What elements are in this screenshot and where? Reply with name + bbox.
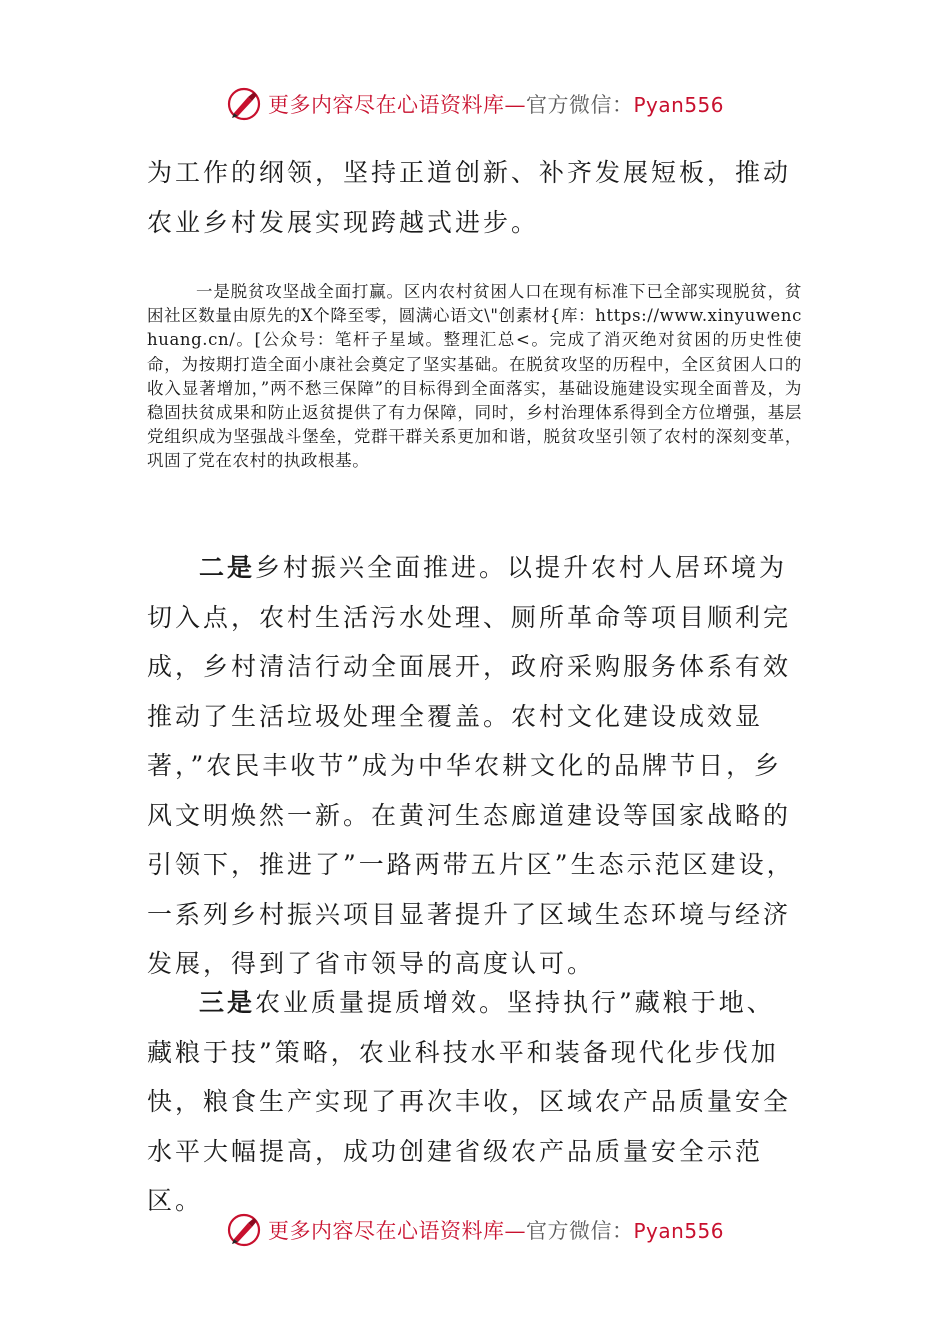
- pen-logo-icon: [226, 1212, 262, 1248]
- paragraph-point-two: [147, 543, 802, 989]
- banner-label: 官方微信：: [525, 93, 634, 117]
- banner-separator: —: [504, 1219, 526, 1243]
- footer-banner: [0, 1206, 950, 1254]
- paragraph-point-three: [147, 978, 802, 1226]
- banner-separator: —: [504, 93, 526, 117]
- point-three-body: 农业质量提质增效。坚持执行”藏粮于地、藏粮于技”策略，农业科技水平和装备现代化步伐加快，粮食生产实现了再次丰收，区域农产品质量安全水平大幅提高，成功创建省级农产品质量安全示范区。: [147, 988, 792, 1215]
- banner-text: [268, 1215, 724, 1245]
- paragraph-point-one: 一是脱贫攻坚战全面打赢。区内农村贫困人口在现有标准下已全部实现脱贫，贫困社区数量由原先的X个降至零，圆满心语文\"创素材{库：https://www.xinyuwenchuang.cn/。[公众号：笔杆子星域。整理汇总<。完成了消灭绝对贫困的历史性使命，为按期打造全面小康社会奠定了坚实基础。在脱贫攻坚的历程中，全区贫困人口的收入显著增加，”两不愁三保障”的目标得到全面落实，基础设施建设实现全面普及，为稳固扶贫成果和防止返贫提供了有力保障，同时，乡村治理体系得到全方位增强，基层党组织成为坚强战斗堡垒，党群干群关系更加和谐，脱贫攻坚引领了农村的深刻变革，巩固了党在农村的执政根基。: [147, 282, 802, 471]
- banner-text: [268, 89, 724, 119]
- banner-wechat-id: Pyan556: [633, 93, 724, 117]
- point-two-body: 乡村振兴全面推进。以提升农村人居环境为切入点，农村生活污水处理、厕所革命等项目顺利完成，乡村清洁行动全面展开，政府采购服务体系有效推动了生活垃圾处理全覆盖。农村文化建设成效显著，”农民丰收节”成为中华农耕文化的品牌节日，乡风文明焕然一新。在黄河生态廊道建设等国家战略的引领下，推进了”一路两带五片区”生态示范区建设，一系列乡村振兴项目显著提升了区域生态环境与经济发展，得到了省市领导的高度认可。: [147, 553, 795, 978]
- banner-main-text: 更多内容尽在心语资料库: [267, 93, 505, 117]
- point-three-lead: 三是: [199, 988, 256, 1017]
- point-two-lead: 二是: [199, 553, 256, 582]
- banner-label: 官方微信：: [525, 1219, 634, 1243]
- header-banner: [0, 80, 950, 128]
- paragraph-continuation: 为工作的纲领，坚持正道创新、补齐发展短板，推动农业乡村发展实现跨越式进步。: [147, 158, 792, 237]
- banner-main-text: 更多内容尽在心语资料库: [267, 1219, 505, 1243]
- pen-logo-icon: [226, 86, 262, 122]
- banner-wechat-id: Pyan556: [633, 1219, 724, 1243]
